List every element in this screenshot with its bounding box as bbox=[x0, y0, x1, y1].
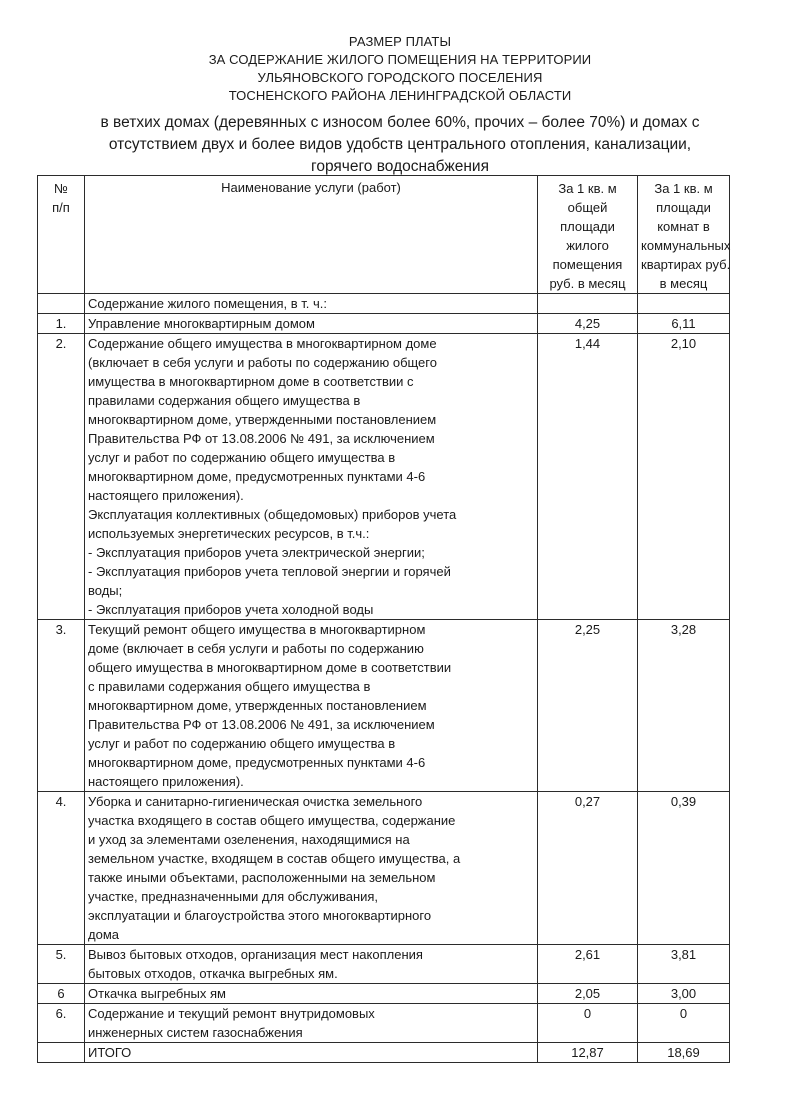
rate-communal-rooms-value: 3,81 bbox=[638, 945, 730, 984]
row-number: 4. bbox=[38, 792, 85, 945]
rate-total-area-value: 4,25 bbox=[538, 314, 638, 334]
header-rate-line: помещения bbox=[552, 257, 623, 272]
table-header-row bbox=[38, 176, 730, 294]
document-title-line-4: ТОСНЕНСКОГО РАЙОНА ЛЕНИНГРАДСКОЙ ОБЛАСТИ bbox=[228, 88, 572, 103]
rate-total-area-value: 2,61 bbox=[538, 945, 638, 984]
service-description bbox=[85, 945, 538, 984]
service-description-line: многоквартирном доме, утвержденными постановлением bbox=[88, 412, 437, 427]
service-description-line: и уход за элементами озеленения, находящимися на bbox=[88, 832, 410, 847]
total-rate-communal-rooms: 18,69 bbox=[638, 1043, 730, 1063]
service-description-line: настоящего приложения). bbox=[88, 774, 244, 789]
service-description-line: земельном участке, входящем в состав общего имущества, а bbox=[88, 851, 461, 866]
service-description-line: с правилами содержания общего имущества в bbox=[88, 679, 371, 694]
header-rate-line: комнат в bbox=[657, 219, 710, 234]
row-number: 2. bbox=[38, 334, 85, 620]
header-number bbox=[38, 176, 85, 294]
table-row bbox=[38, 620, 730, 792]
service-description-line: используемых энергетических ресурсов, в т.ч.: bbox=[88, 526, 370, 541]
total-label: ИТОГО bbox=[85, 1043, 538, 1063]
table-row bbox=[38, 314, 730, 334]
header-rate-line: жилого bbox=[566, 238, 609, 253]
header-rate-line: общей bbox=[567, 200, 608, 215]
rate-total-area-value: 0 bbox=[538, 1004, 638, 1043]
table-cell bbox=[538, 294, 638, 314]
rate-total-area-value: 1,44 bbox=[538, 334, 638, 620]
service-description-line: эксплуатации и благоустройства этого многоквартирного bbox=[88, 908, 432, 923]
rate-total-area-value: 2,05 bbox=[538, 984, 638, 1004]
row-number: 6 bbox=[38, 984, 85, 1004]
section-label: Содержание жилого помещения, в т. ч.: bbox=[85, 294, 538, 314]
table-cell bbox=[38, 294, 85, 314]
row-number: 1. bbox=[38, 314, 85, 334]
table-row bbox=[38, 1004, 730, 1043]
service-description-line: Эксплуатация коллективных (общедомовых) приборов учета bbox=[88, 507, 457, 522]
rate-total-area-value: 2,25 bbox=[538, 620, 638, 792]
service-description-line: Текущий ремонт общего имущества в многоквартирном bbox=[88, 622, 426, 637]
service-description-line: - Эксплуатация приборов учета тепловой энергии и горячей bbox=[88, 564, 451, 579]
service-description-line: бытовых отходов, откачка выгребных ям. bbox=[88, 966, 338, 981]
service-description-line: Содержание общего имущества в многоквартирном доме bbox=[88, 336, 437, 351]
service-description-line: Правительства РФ от 13.08.2006 № 491, за исключением bbox=[88, 717, 435, 732]
row-number: 3. bbox=[38, 620, 85, 792]
service-description-line: услуг и работ по содержанию общего имущества в bbox=[88, 736, 396, 751]
service-description-line: (включает в себя услуги и работы по содержанию общего bbox=[88, 355, 437, 370]
service-description-line: инженерных систем газоснабжения bbox=[88, 1025, 303, 1040]
row-number: 6. bbox=[38, 1004, 85, 1043]
service-description-line: - Эксплуатация приборов учета холодной воды bbox=[88, 602, 374, 617]
service-description-line: многоквартирном доме, предусмотренных пунктами 4-6 bbox=[88, 469, 426, 484]
header-number-line: № bbox=[54, 181, 68, 196]
service-description-line: - Эксплуатация приборов учета электрической энергии; bbox=[88, 545, 425, 560]
service-description-line: участка входящего в состав общего имущества, содержание bbox=[88, 813, 456, 828]
rate-communal-rooms-value: 3,28 bbox=[638, 620, 730, 792]
rate-communal-rooms-value: 0 bbox=[638, 1004, 730, 1043]
header-rate-communal-rooms bbox=[638, 176, 730, 294]
table-row bbox=[38, 334, 730, 620]
service-description-line: имущества в многоквартирном доме в соответствии с bbox=[88, 374, 414, 389]
table-row bbox=[38, 984, 730, 1004]
service-description bbox=[85, 1004, 538, 1043]
service-description bbox=[85, 620, 538, 792]
document-title-line-3: УЛЬЯНОВСКОГО ГОРОДСКОГО ПОСЕЛЕНИЯ bbox=[257, 70, 543, 85]
service-description-line: Вывоз бытовых отходов, организация мест накопления bbox=[88, 947, 423, 962]
service-description-line: услуг и работ по содержанию общего имущества в bbox=[88, 450, 396, 465]
table-total-row bbox=[38, 1043, 730, 1063]
table-cell bbox=[38, 1043, 85, 1063]
fees-table bbox=[37, 175, 730, 1063]
service-description-line: многоквартирном доме, утвержденных постановлением bbox=[88, 698, 427, 713]
header-rate-line: в месяц bbox=[659, 276, 708, 291]
service-description-line: Управление многоквартирным домом bbox=[88, 316, 315, 331]
service-description-line: Откачка выгребных ям bbox=[88, 986, 226, 1001]
service-description-line: также иными объектами, расположенными на земельном bbox=[88, 870, 436, 885]
service-description-line: доме (включает в себя услуги и работы по содержанию bbox=[88, 641, 424, 656]
document-title-line-2: ЗА СОДЕРЖАНИЕ ЖИЛОГО ПОМЕЩЕНИЯ НА ТЕРРИТОРИИ bbox=[208, 52, 592, 67]
header-rate-line: квартирах руб. bbox=[641, 257, 731, 272]
header-rate-line: руб. в месяц bbox=[549, 276, 626, 291]
document-subtitle-line-2: отсутствием двух и более видов удобств центрального отопления, канализации, bbox=[108, 136, 692, 153]
service-description bbox=[85, 792, 538, 945]
service-description bbox=[85, 984, 538, 1004]
table-row bbox=[38, 792, 730, 945]
service-description-line: правилами содержания общего имущества в bbox=[88, 393, 361, 408]
header-rate-line: площади bbox=[560, 219, 615, 234]
service-description-line: дома bbox=[88, 927, 119, 942]
table-row bbox=[38, 945, 730, 984]
service-description-line: Уборка и санитарно-гигиеническая очистка земельного bbox=[88, 794, 423, 809]
table-cell bbox=[638, 294, 730, 314]
rate-communal-rooms-value: 0,39 bbox=[638, 792, 730, 945]
document-subtitle-line-1: в ветхих домах (деревянных с износом более 60%, прочих – более 70%) и домах с bbox=[100, 114, 700, 131]
header-rate-line: За 1 кв. м bbox=[654, 181, 713, 196]
header-number-line: п/п bbox=[52, 200, 70, 215]
rate-communal-rooms-value: 3,00 bbox=[638, 984, 730, 1004]
service-description-line: Правительства РФ от 13.08.2006 № 491, за исключением bbox=[88, 431, 435, 446]
document-subtitle-line-3: горячего водоснабжения bbox=[311, 158, 489, 175]
service-description-line: многоквартирном доме, предусмотренных пунктами 4-6 bbox=[88, 755, 426, 770]
header-rate-total-area bbox=[538, 176, 638, 294]
header-rate-line: площади bbox=[656, 200, 711, 215]
rate-communal-rooms-value: 2,10 bbox=[638, 334, 730, 620]
table-section-row bbox=[38, 294, 730, 314]
service-description bbox=[85, 334, 538, 620]
rate-communal-rooms-value: 6,11 bbox=[638, 314, 730, 334]
service-description-line: настоящего приложения). bbox=[88, 488, 244, 503]
service-description bbox=[85, 314, 538, 334]
header-service-name: Наименование услуги (работ) bbox=[85, 176, 538, 294]
service-description-line: Содержание и текущий ремонт внутридомовых bbox=[88, 1006, 375, 1021]
document-title-line-1: РАЗМЕР ПЛАТЫ bbox=[348, 34, 452, 49]
header-rate-line: коммунальных bbox=[641, 238, 731, 253]
rate-total-area-value: 0,27 bbox=[538, 792, 638, 945]
header-rate-line: За 1 кв. м bbox=[558, 181, 617, 196]
row-number: 5. bbox=[38, 945, 85, 984]
service-description-line: общего имущества в многоквартирном доме в соответствии bbox=[88, 660, 452, 675]
service-description-line: воды; bbox=[88, 583, 123, 598]
total-rate-total-area: 12,87 bbox=[538, 1043, 638, 1063]
service-description-line: участке, предназначенными для обслуживания, bbox=[88, 889, 379, 904]
